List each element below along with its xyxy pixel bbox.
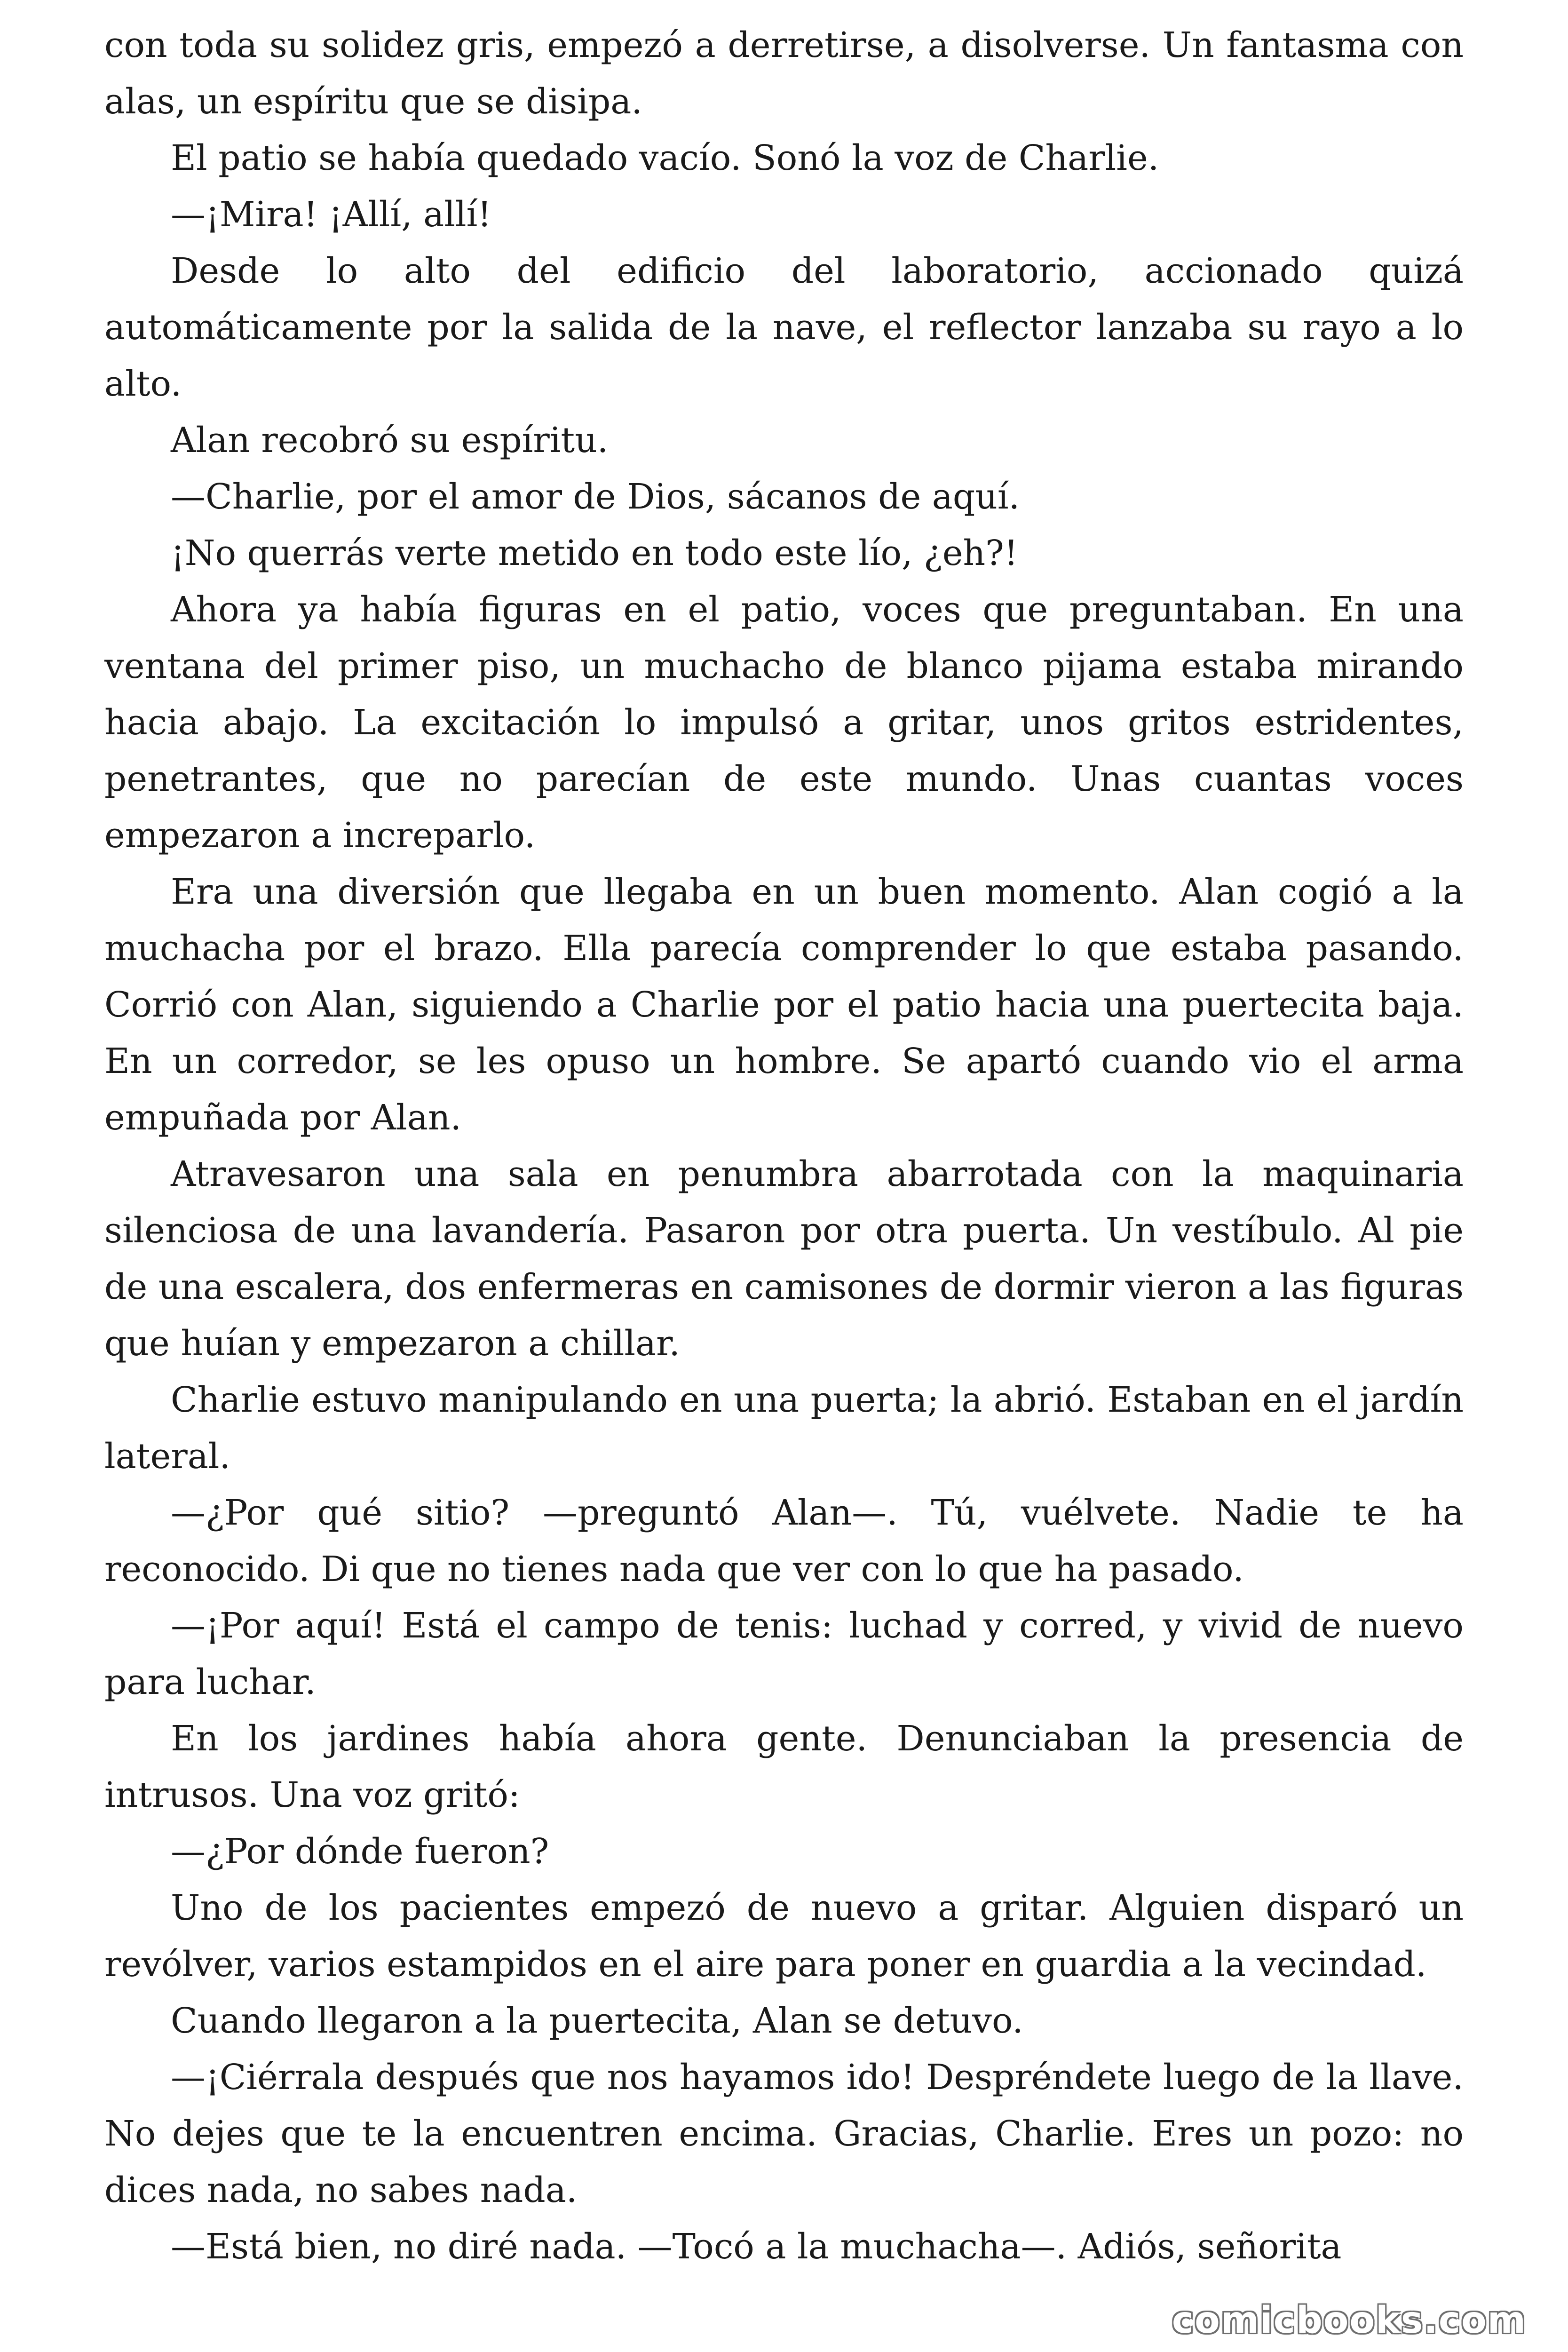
paragraph: Atravesaron una sala en penumbra abarrotada con la maquinaria silenciosa de una lavandería. Pasaron por otra puerta. Un vestíbulo. Al pie de una escalera, dos enfermeras en camisones de dormir vieron a las figuras que huían y empezaron a chillar. [104,1154,1464,1364]
book-page-text [104,17,1464,2275]
paragraph: Cuando llegaron a la puertecita, Alan se detuvo. [171,2001,1023,2041]
paragraph: —¡Ciérrala después que nos hayamos ido! Despréndete luego de la llave. No dejes que te la encuentren encima. Gracias, Charlie. Eres un pozo: no dices nada, no sabes nada. [104,2057,1464,2210]
paragraph: —Está bien, no diré nada. —Tocó a la muchacha—. Adiós, señorita [171,2226,1342,2267]
watermark: comicbooks.com [1172,2299,1527,2342]
paragraph: Ahora ya había figuras en el patio, voces que preguntaban. En una ventana del primer piso, un muchacho de blanco pijama estaba mirando hacia abajo. La excitación lo impulsó a gritar, unos gritos estridentes, penetrantes, que no parecían de este mundo. Unas cuantas voces empezaron a increparlo. [104,589,1464,856]
paragraph: Charlie estuvo manipulando en una puerta; la abrió. Estaban en el jardín lateral. [104,1380,1464,1477]
paragraph: Uno de los pacientes empezó de nuevo a gritar. Alguien disparó un revólver, varios estampidos en el aire para poner en guardia a la vecindad. [104,1888,1464,1985]
paragraph: —¡Mira! ¡Allí, allí! [171,194,492,235]
paragraph: El patio se había quedado vacío. Sonó la voz de Charlie. [171,138,1159,178]
paragraph: —¿Por qué sitio? —preguntó Alan—. Tú, vuélvete. Nadie te ha reconocido. Di que no tienes nada que ver con lo que ha pasado. [104,1493,1464,1589]
paragraph: ¡No querrás verte metido en todo este lío, ¿eh?! [171,533,1018,573]
paragraph: —¿Por dónde fueron? [171,1831,549,1872]
paragraph: —¡Por aquí! Está el campo de tenis: luchad y corred, y vivid de nuevo para luchar. [104,1605,1464,1702]
paragraph: Alan recobró su espíritu. [171,420,609,461]
paragraph: Desde lo alto del edificio del laboratorio, accionado quizá automáticamente por la salida de la nave, el reflector lanzaba su rayo a lo alto. [104,251,1464,404]
paragraph: con toda su solidez gris, empezó a derretirse, a disolverse. Un fantasma con alas, un espíritu que se disipa. [104,25,1464,122]
paragraph: En los jardines había ahora gente. Denunciaban la presencia de intrusos. Una voz gritó: [104,1718,1464,1815]
paragraph: Era una diversión que llegaba en un buen momento. Alan cogió a la muchacha por el brazo. Ella parecía comprender lo que estaba pasando. Corrió con Alan, siguiendo a Charlie por el patio hacia una puertecita baja. En un corredor, se les opuso un hombre. Se apartó cuando vio el arma empuñada por Alan. [104,872,1464,1138]
paragraph: —Charlie, por el amor de Dios, sácanos de aquí. [171,477,1020,517]
